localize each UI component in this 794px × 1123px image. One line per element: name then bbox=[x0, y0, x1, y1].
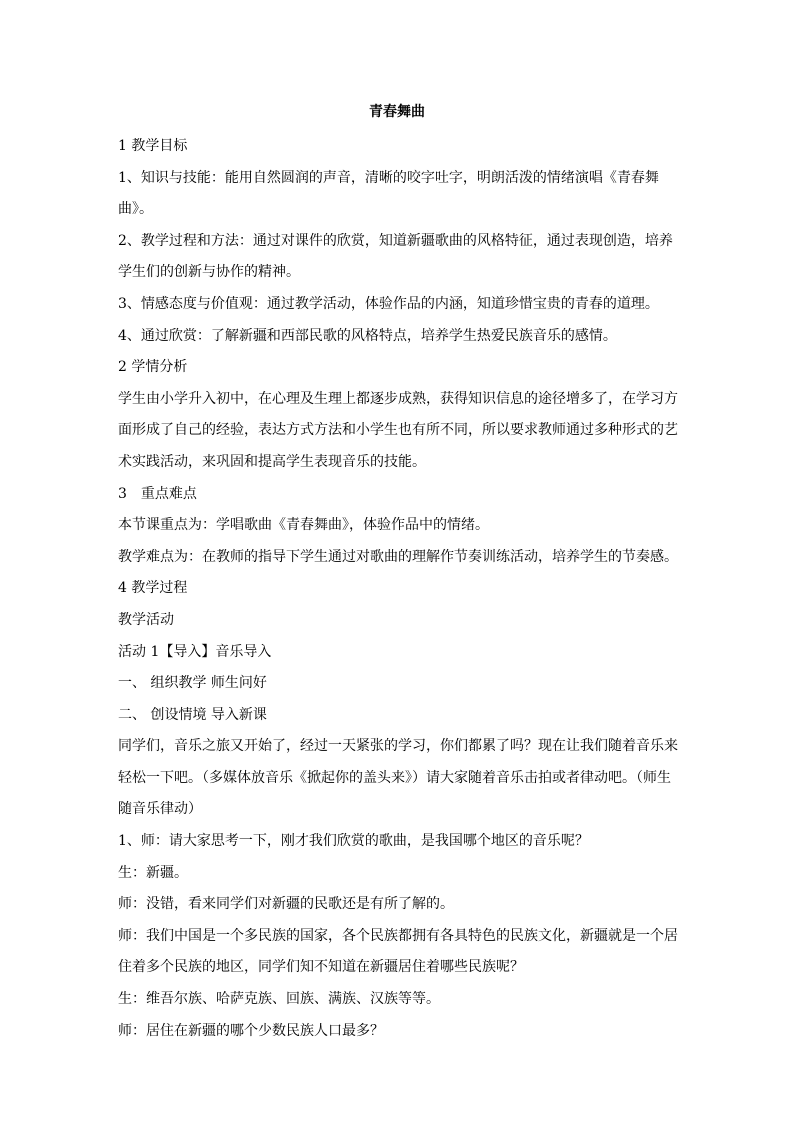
dialog-line: 师：居住在新疆的哪个少数民族人口最多？ bbox=[118, 1022, 384, 1039]
teaching-activities-heading: 教学活动 bbox=[118, 611, 174, 628]
section-heading-key-points: 3 重点难点 bbox=[118, 485, 197, 502]
document-title: 青春舞曲 bbox=[369, 104, 425, 120]
section-heading-analysis: 2 学情分析 bbox=[118, 359, 188, 376]
section-heading-process: 4 教学过程 bbox=[118, 580, 188, 597]
section-heading-objectives: 1 教学目标 bbox=[118, 138, 188, 154]
intro-paragraph: 同学们，音乐之旅又开始了，经过一天紧张的学习，你们都累了吗？现在让我们随着音乐来轻松一下吧。（多媒体放音乐《掀起你的盖头来》）请大家随着音乐击拍或者律动吧。（师生随音乐律动） bbox=[118, 738, 678, 818]
objective-process-method: 2、教学过程和方法：通过对课件的欣赏，知道新疆歌曲的风格特征，通过表现创造，培养学生们的创新与协作的精神。 bbox=[118, 232, 673, 281]
analysis-paragraph: 学生由小学升入初中，在心理及生理上都逐步成熟，获得知识信息的途径增多了，在学习方面形成了自己的经验，表达方式方法和小学生也有所不同，所以要求教师通过多种形式的艺术实践活动，来巩固和提高学生表现音乐的技能。 bbox=[118, 390, 678, 470]
document-body bbox=[118, 131, 678, 1047]
dialog-line: 生：新疆。 bbox=[118, 864, 188, 881]
step-organize: 一、 组织教学 师生问好 bbox=[118, 675, 267, 692]
key-point-paragraph: 本节课重点为：学唱歌曲《青春舞曲》，体验作品中的情绪。 bbox=[118, 517, 489, 534]
objective-knowledge-skills: 1、知识与技能：能用自然圆润的声音，清晰的咬字吐字，明朗活泼的情绪演唱《青春舞曲》。 bbox=[118, 169, 659, 218]
objective-appreciation: 4、通过欣赏：了解新疆和西部民歌的风格特点，培养学生热爱民族音乐的感情。 bbox=[118, 327, 617, 344]
objective-attitude-values: 3、情感态度与价值观：通过教学活动，体验作品的内涵，知道珍惜宝贵的青春的道理。 bbox=[118, 295, 659, 312]
difficulty-paragraph: 教学难点为：在教师的指导下学生通过对歌曲的理解作节奏训练活动，培养学生的节奏感。 bbox=[118, 548, 678, 565]
dialog-line: 师：我们中国是一个多民族的国家，各个民族都拥有各具特色的民族文化，新疆就是一个居住着多个民族的地区，同学们知不知道在新疆居住着哪些民族呢？ bbox=[118, 927, 678, 976]
dialog-line: 1、师：请大家思考一下，刚才我们欣赏的歌曲，是我国哪个地区的音乐呢？ bbox=[118, 833, 589, 850]
dialog-line: 生：维吾尔族、哈萨克族、回族、满族、汉族等等。 bbox=[118, 991, 440, 1008]
activity-1-heading: 活动 1【导入】音乐导入 bbox=[118, 643, 272, 660]
step-create-scene: 二、 创设情境 导入新课 bbox=[118, 706, 267, 723]
dialog-line: 师：没错，看来同学们对新疆的民歌还是有所了解的。 bbox=[118, 896, 454, 913]
